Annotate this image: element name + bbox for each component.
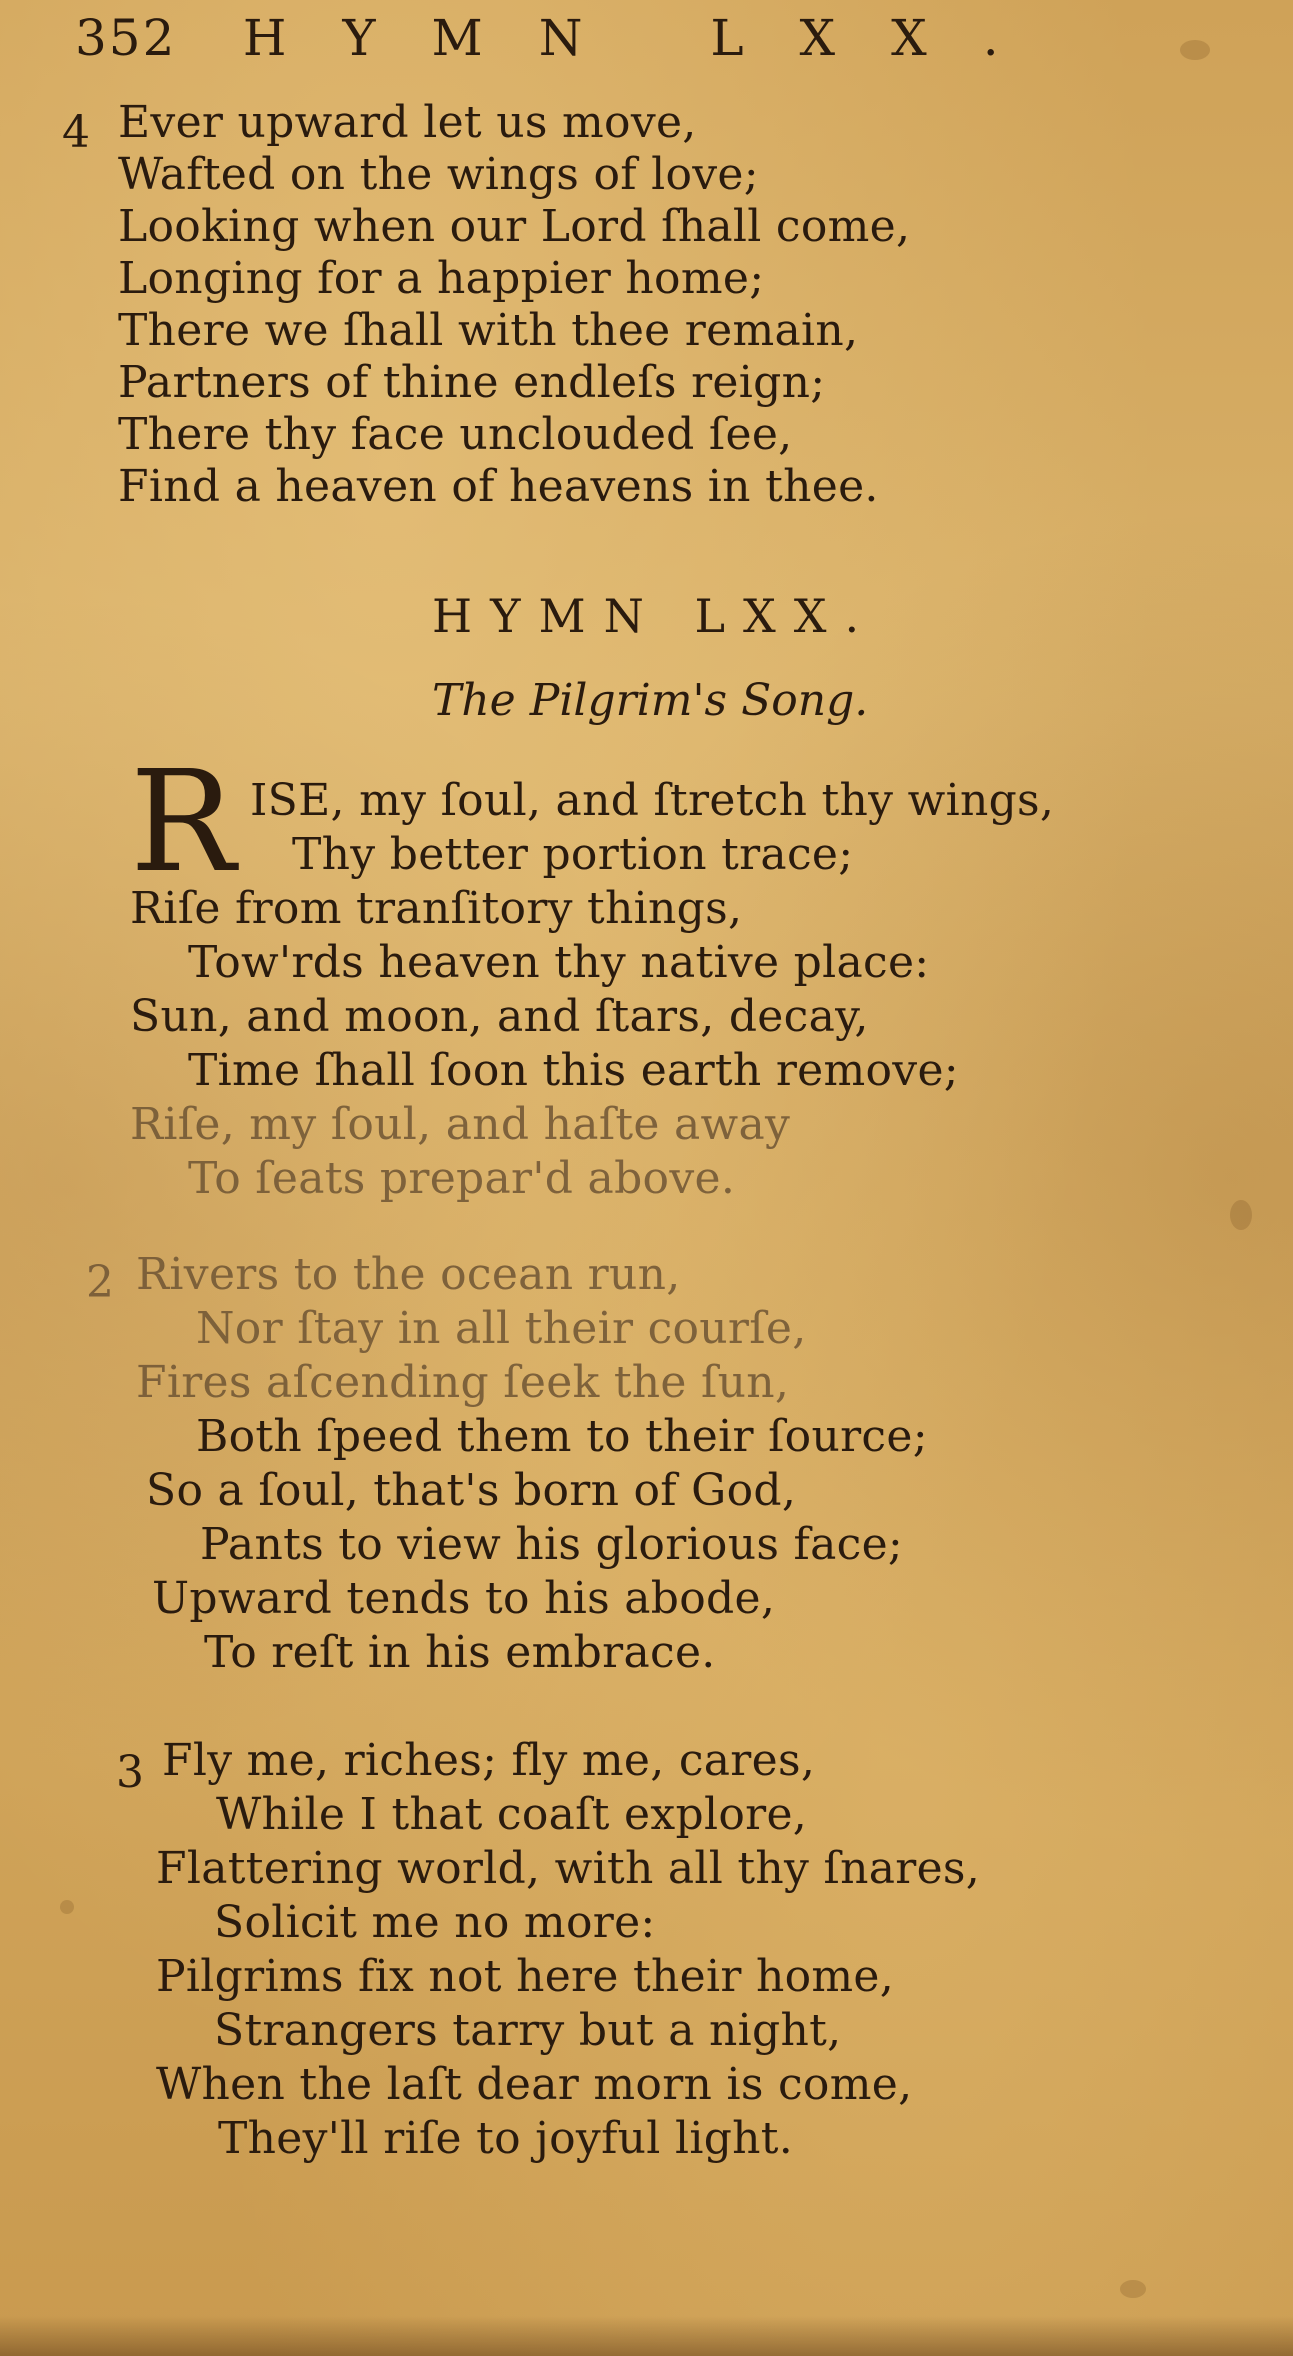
verse-line: Riſe, my ſoul, and haſte away — [130, 1099, 791, 1150]
verse-line: There thy face unclouded ſee, — [118, 409, 793, 460]
verse-line: Riſe from tranſitory things, — [130, 883, 743, 934]
verse-number: 3 — [116, 1747, 144, 1798]
verse-line: Longing for a happier home; — [118, 253, 765, 304]
verse-line: Looking when our Lord ſhall come, — [118, 201, 911, 252]
verse-line: They'll riſe to joyful light. — [218, 2113, 794, 2164]
verse-line: Strangers tarry but a night, — [214, 2005, 842, 2056]
verse-line: Both ſpeed them to their ſource; — [196, 1411, 928, 1462]
verse-number: 4 — [62, 107, 90, 158]
verse-line: Pants to view his glorious face; — [200, 1519, 904, 1570]
drop-cap: R — [130, 741, 236, 904]
verse-line: Partners of thine endleſs reign; — [118, 357, 826, 408]
verse-line: ISE, my ſoul, and ſtretch thy wings, — [250, 775, 1055, 826]
verse-line: Ever upward let us move, — [118, 97, 697, 148]
verse-line: Flattering world, with all thy ſnares, — [156, 1843, 981, 1894]
hymn-title: HYMN LXX. — [432, 589, 878, 643]
verse-line: Time ſhall ſoon this earth remove; — [188, 1045, 959, 1096]
verse-line: Nor ſtay in all their courſe, — [196, 1303, 807, 1354]
verse-line: Fly me, riches; fly me, cares, — [162, 1735, 816, 1786]
page-edge-shadow — [0, 2316, 1293, 2356]
verse-line: There we ſhall with thee remain, — [118, 305, 859, 356]
verse-line: While I that coaſt explore, — [216, 1789, 808, 1840]
verse-line: So a ſoul, that's born of God, — [146, 1465, 797, 1516]
verse-line: When the laſt dear morn is come, — [156, 2059, 913, 2110]
running-title: HYMN LXX. — [242, 9, 1055, 67]
verse-line: Thy better portion trace; — [292, 829, 854, 880]
page-number: 352 — [75, 9, 177, 67]
verse-line: Sun, and moon, and ſtars, decay, — [130, 991, 869, 1042]
verse-line: Find a heaven of heavens in thee. — [118, 461, 879, 512]
verse-line: To reſt in his embrace. — [204, 1627, 716, 1678]
verse-line: Pilgrims fix not here their home, — [156, 1951, 895, 2002]
verse-line: Tow'rds heaven thy native place: — [188, 937, 930, 988]
verse-line: To ſeats prepar'd above. — [188, 1153, 736, 1204]
verse-number: 2 — [86, 1257, 114, 1308]
verse-line: Rivers to the ocean run, — [136, 1249, 681, 1300]
verse-line: Upward tends to his abode, — [152, 1573, 776, 1624]
verse-line: Wafted on the wings of love; — [118, 149, 759, 200]
hymn-subtitle: The Pilgrim's Song. — [432, 675, 869, 726]
running-header — [75, 10, 1055, 66]
verse-line: Solicit me no more: — [214, 1897, 656, 1948]
verse-line: Fires aſcending ſeek the ſun, — [136, 1357, 790, 1408]
